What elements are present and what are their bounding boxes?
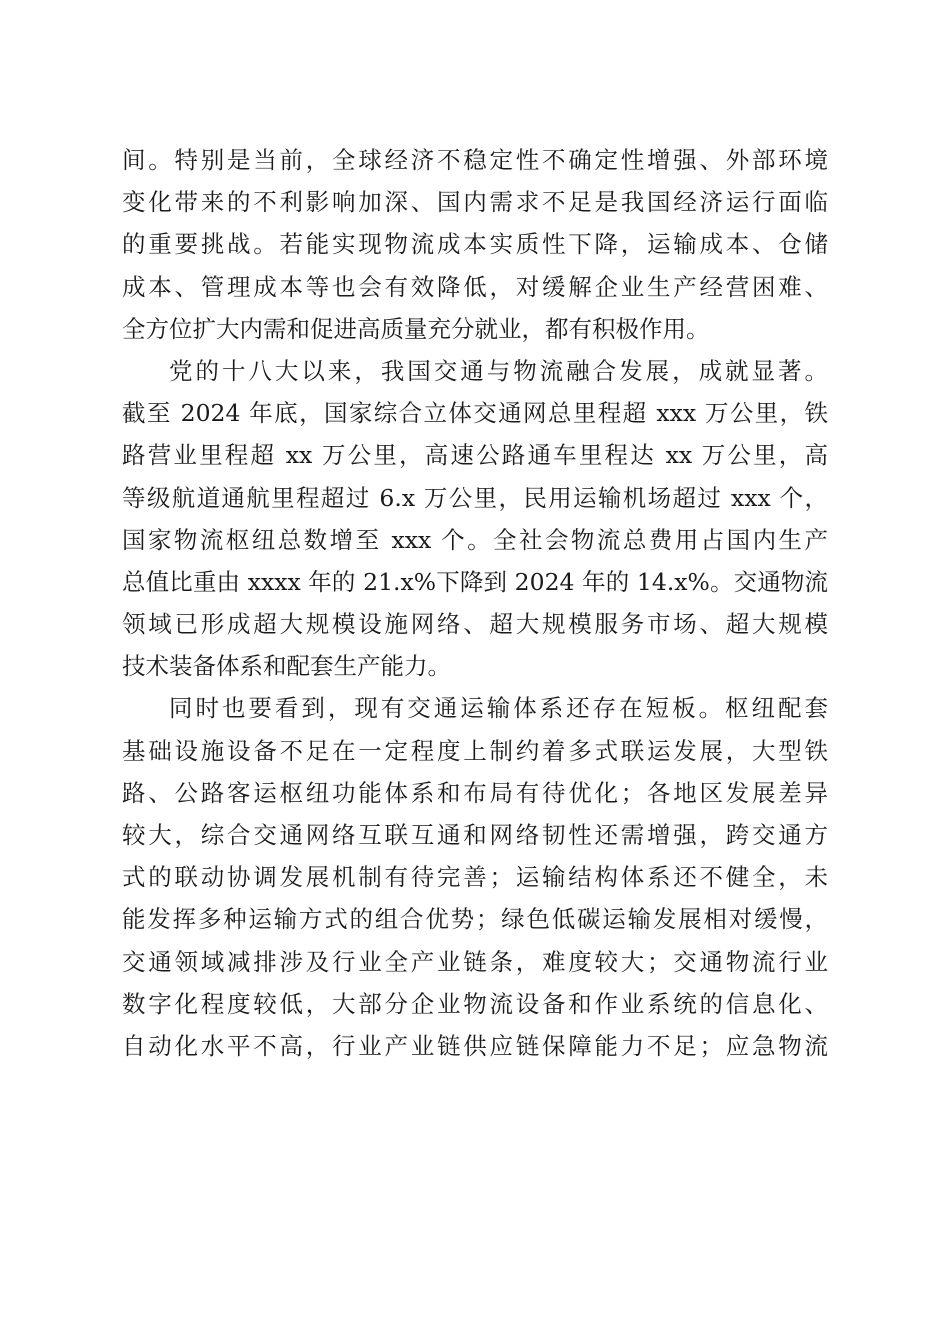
text-line: 全方位扩大内需和促进高质量充分就业，都有积极作用。 [122,314,710,343]
text-line: 能发挥多种运输方式的组合优势；绿色低碳运输发展相对缓慢， [122,905,828,934]
text-line: 式的联动协调发展机制有待完善；运输结构体系还不健全，未 [122,863,828,892]
text-line: 等级航道通航里程超过 6.x 万公里，民用运输机场超过 xxx 个， [122,483,828,512]
text-line: 间。特别是当前，全球经济不稳定性不确定性增强、外部环境 [122,146,828,174]
text-line: 同时也要看到，现有交通运输体系还存在短板。枢纽配套 [169,694,828,723]
text-line: 较大，综合交通网络互联互通和网络韧性还需增强，跨交通方 [122,821,828,849]
text-line: 领域已形成超大规模设施网络、超大规模服务市场、超大规模 [122,610,828,639]
paragraph-1 [122,139,828,350]
text-line: 总值比重由 xxxx 年的 21.x%下降到 2024 年的 14.x%。交通物流 [122,567,828,596]
text-line: 数字化程度较低，大部分企业物流设备和作业系统的信息化、 [122,989,828,1018]
text-line: 路营业里程超 xx 万公里，高速公路通车里程达 xx 万公里，高 [122,441,828,470]
paragraph-2 [122,350,828,688]
text-line: 基础设施设备不足在一定程度上制约着多式联运发展，大型铁 [122,736,828,765]
body-text [122,139,828,1067]
text-line: 的重要挑战。若能实现物流成本实质性下降，运输成本、仓储 [122,230,828,259]
text-line: 成本、管理成本等也会有效降低，对缓解企业生产经营困难、 [122,272,828,301]
text-line: 交通领域减排涉及行业全产业链条，难度较大；交通物流行业 [122,947,828,976]
text-line: 国家物流枢纽总数增至 xxx 个。全社会物流总费用占国内生产 [122,525,828,554]
text-line: 技术装备体系和配套生产能力。 [122,652,451,681]
text-line: 截至 2024 年底，国家综合立体交通网总里程超 xxx 万公里，铁 [122,399,828,428]
text-line: 变化带来的不利影响加深、国内需求不足是我国经济运行面临 [122,188,828,217]
paragraph-3 [122,687,828,1067]
text-line: 路、公路客运枢纽功能体系和布局有待优化；各地区发展差异 [122,778,828,807]
text-line: 自动化水平不高，行业产业链供应链保障能力不足；应急物流 [122,1031,828,1060]
text-line: 党的十八大以来，我国交通与物流融合发展，成就显著。 [169,356,828,385]
